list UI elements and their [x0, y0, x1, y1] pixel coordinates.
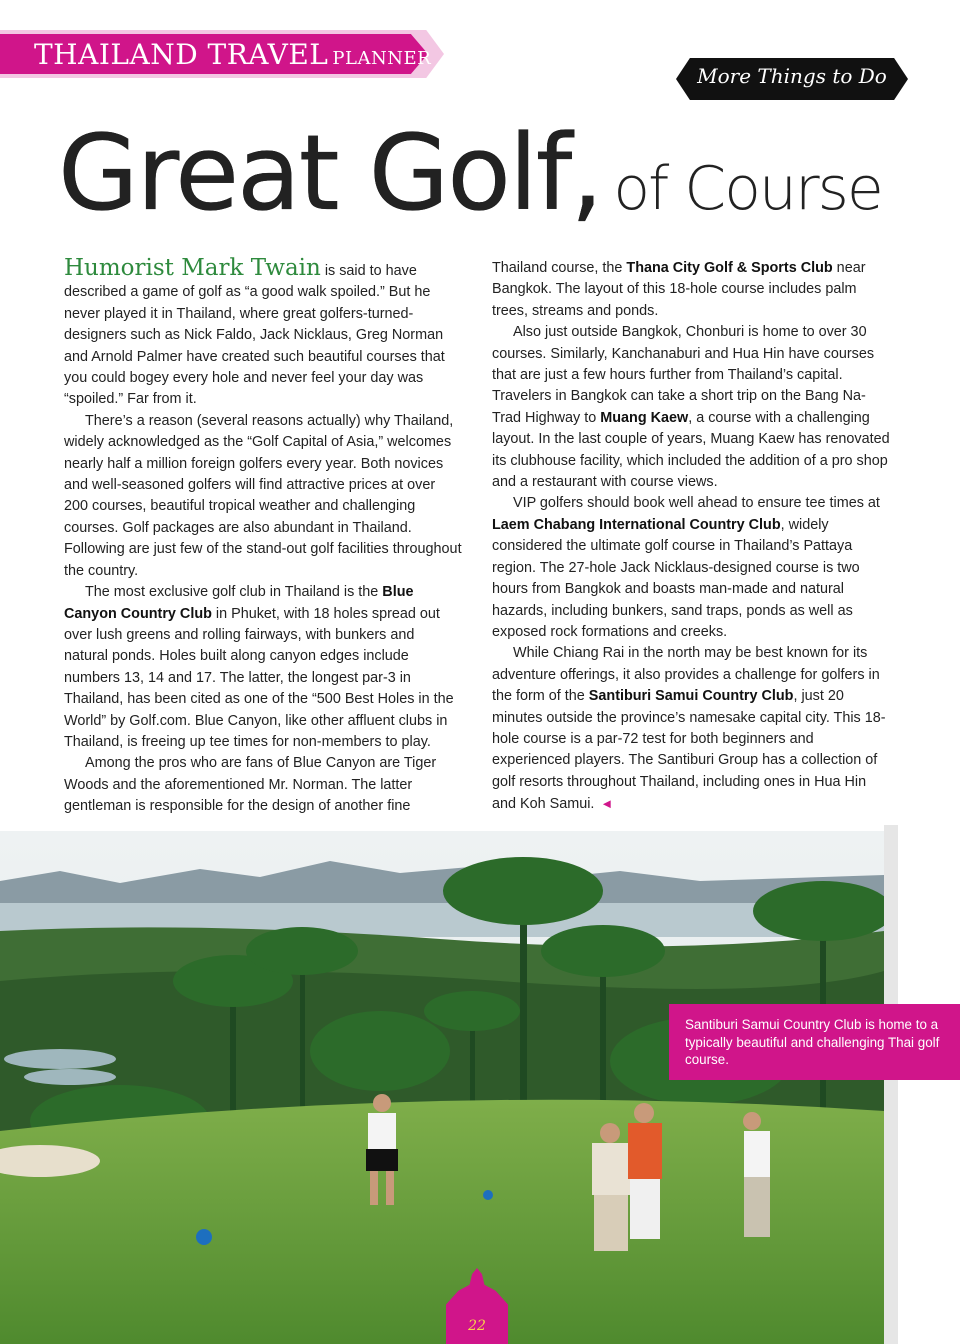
- paragraph-text: While Chiang Rai in the north may be best known for its adventure offerings, it also provides a challenge for golfers in the form of the: [492, 645, 880, 705]
- paragraph-text: Thailand course, the: [492, 260, 627, 276]
- course-name: Thana City Golf & Sports Club: [626, 260, 833, 276]
- golf-course-illustration: [0, 831, 884, 1344]
- paragraph-text: Also just outside Bangkok, Chonburi is home to over 30 courses. Similarly, Kanchanaburi and Hua Hin have courses that are just a few hours further from Thailand’s capital. Travelers in Bangkok can take a short trip on the Bang Na-Trad Highway to: [492, 324, 875, 426]
- paragraph: [492, 258, 890, 322]
- golf-course-photo: [0, 831, 884, 1344]
- paragraph-text: , just 20 minutes outside the province’s namesake capital city. This 18-hole course is a par-72 test for both beginners and experienced players. The Santiburi Group has a collection of golf resorts throughout Thailand, including ones in Hua Hin and Koh Samui.: [492, 688, 886, 813]
- course-name: Santiburi Samui Country Club: [588, 688, 794, 705]
- magazine-title-main: THAILAND TRAVEL: [34, 38, 329, 71]
- headline-sub: of Course: [613, 154, 882, 224]
- paragraph-text: near Bangkok. The layout of this 18-hole course includes palm trees, streams and ponds.: [492, 260, 866, 319]
- course-name: Muang Kaew: [600, 409, 689, 426]
- paragraph: [64, 582, 462, 753]
- headline: [58, 112, 882, 234]
- section-tag: More Things to Do: [697, 64, 887, 88]
- paragraph: [492, 643, 890, 815]
- paragraph-text: VIP golfers should book well ahead to ensure tee times at: [513, 495, 880, 512]
- headline-main: Great Golf,: [58, 112, 602, 234]
- paragraph-text: in Phuket, with 18 holes spread out over lush greens and rolling fairways, with bunkers and natural ponds. Holes built along canyon edges include numbers 13, 14 and 17. The latter, the longest par-3 in Thailand, has been cited as one of the “500 Best Holes in the World” by Golf.com. Blue Canyon, like other affluent clubs in Thailand, is freeing up tee times for non-members to play.: [64, 605, 454, 750]
- paragraph-text: is said to have described a game of golf as “a good walk spoiled.” But he never played it in Thailand, where great golfers-turned-designers such as Nick Faldo, Jack Nicklaus, Greg Norman and Arnold Palmer have created such beautiful courses that you could bogey every hole and never feel your day was “spoiled.” Far from it.: [64, 263, 445, 408]
- paragraph: There’s a reason (several reasons actually) why Thailand, widely acknowledged as the “Golf Capital of Asia,” welcomes nearly half a million foreign golfers every year. Both novices and well-seasoned golfers will find attractive prices at over 200 courses, beautiful tropical weather and challenging courses. Golf packages are also abundant in Thailand. Following are just few of the stand-out golf facilities throughout the country.: [64, 412, 462, 579]
- photo-border: [884, 825, 898, 1344]
- paragraph-text: , widely considered the ultimate golf course in Thailand’s Pattaya region. The 27-hole Jack Nicklaus-designed course is two hours from Bangkok and boasts man-made and natural hazards, including bunkers, sand traps, ponds as well as exposed rock formations and creeks.: [492, 516, 860, 640]
- paragraph: [492, 322, 890, 493]
- course-name: Laem Chabang International Country Club: [492, 516, 781, 533]
- paragraph: [492, 493, 890, 643]
- paragraph-text: , a course with a challenging layout. In the last couple of years, Muang Kaew has renovated its clubhouse facility, which included the addition of a pro shop and a restaurant with course views.: [492, 409, 890, 491]
- course-name: Blue Canyon Country Club: [64, 584, 414, 622]
- paragraph: [64, 255, 462, 411]
- photo-caption: Santiburi Samui Country Club is home to a typically beautiful and challenging Thai golf course.: [669, 1004, 960, 1080]
- paragraph-text: The most exclusive golf club in Thailand is the: [85, 584, 383, 601]
- paragraph: Among the pros who are fans of Blue Canyon are Tiger Woods and the aforementioned Mr. Norman. The latter gentleman is responsible for the design of another fine: [64, 755, 437, 815]
- article-column-right: [492, 258, 890, 816]
- magazine-title: [34, 38, 431, 71]
- end-of-article-icon: ◄: [600, 796, 614, 812]
- page-number: 22: [468, 1318, 486, 1334]
- lead-in: Humorist Mark Twain: [64, 255, 321, 281]
- article-column-left: [64, 255, 462, 818]
- magazine-title-small: PLANNER: [332, 48, 432, 69]
